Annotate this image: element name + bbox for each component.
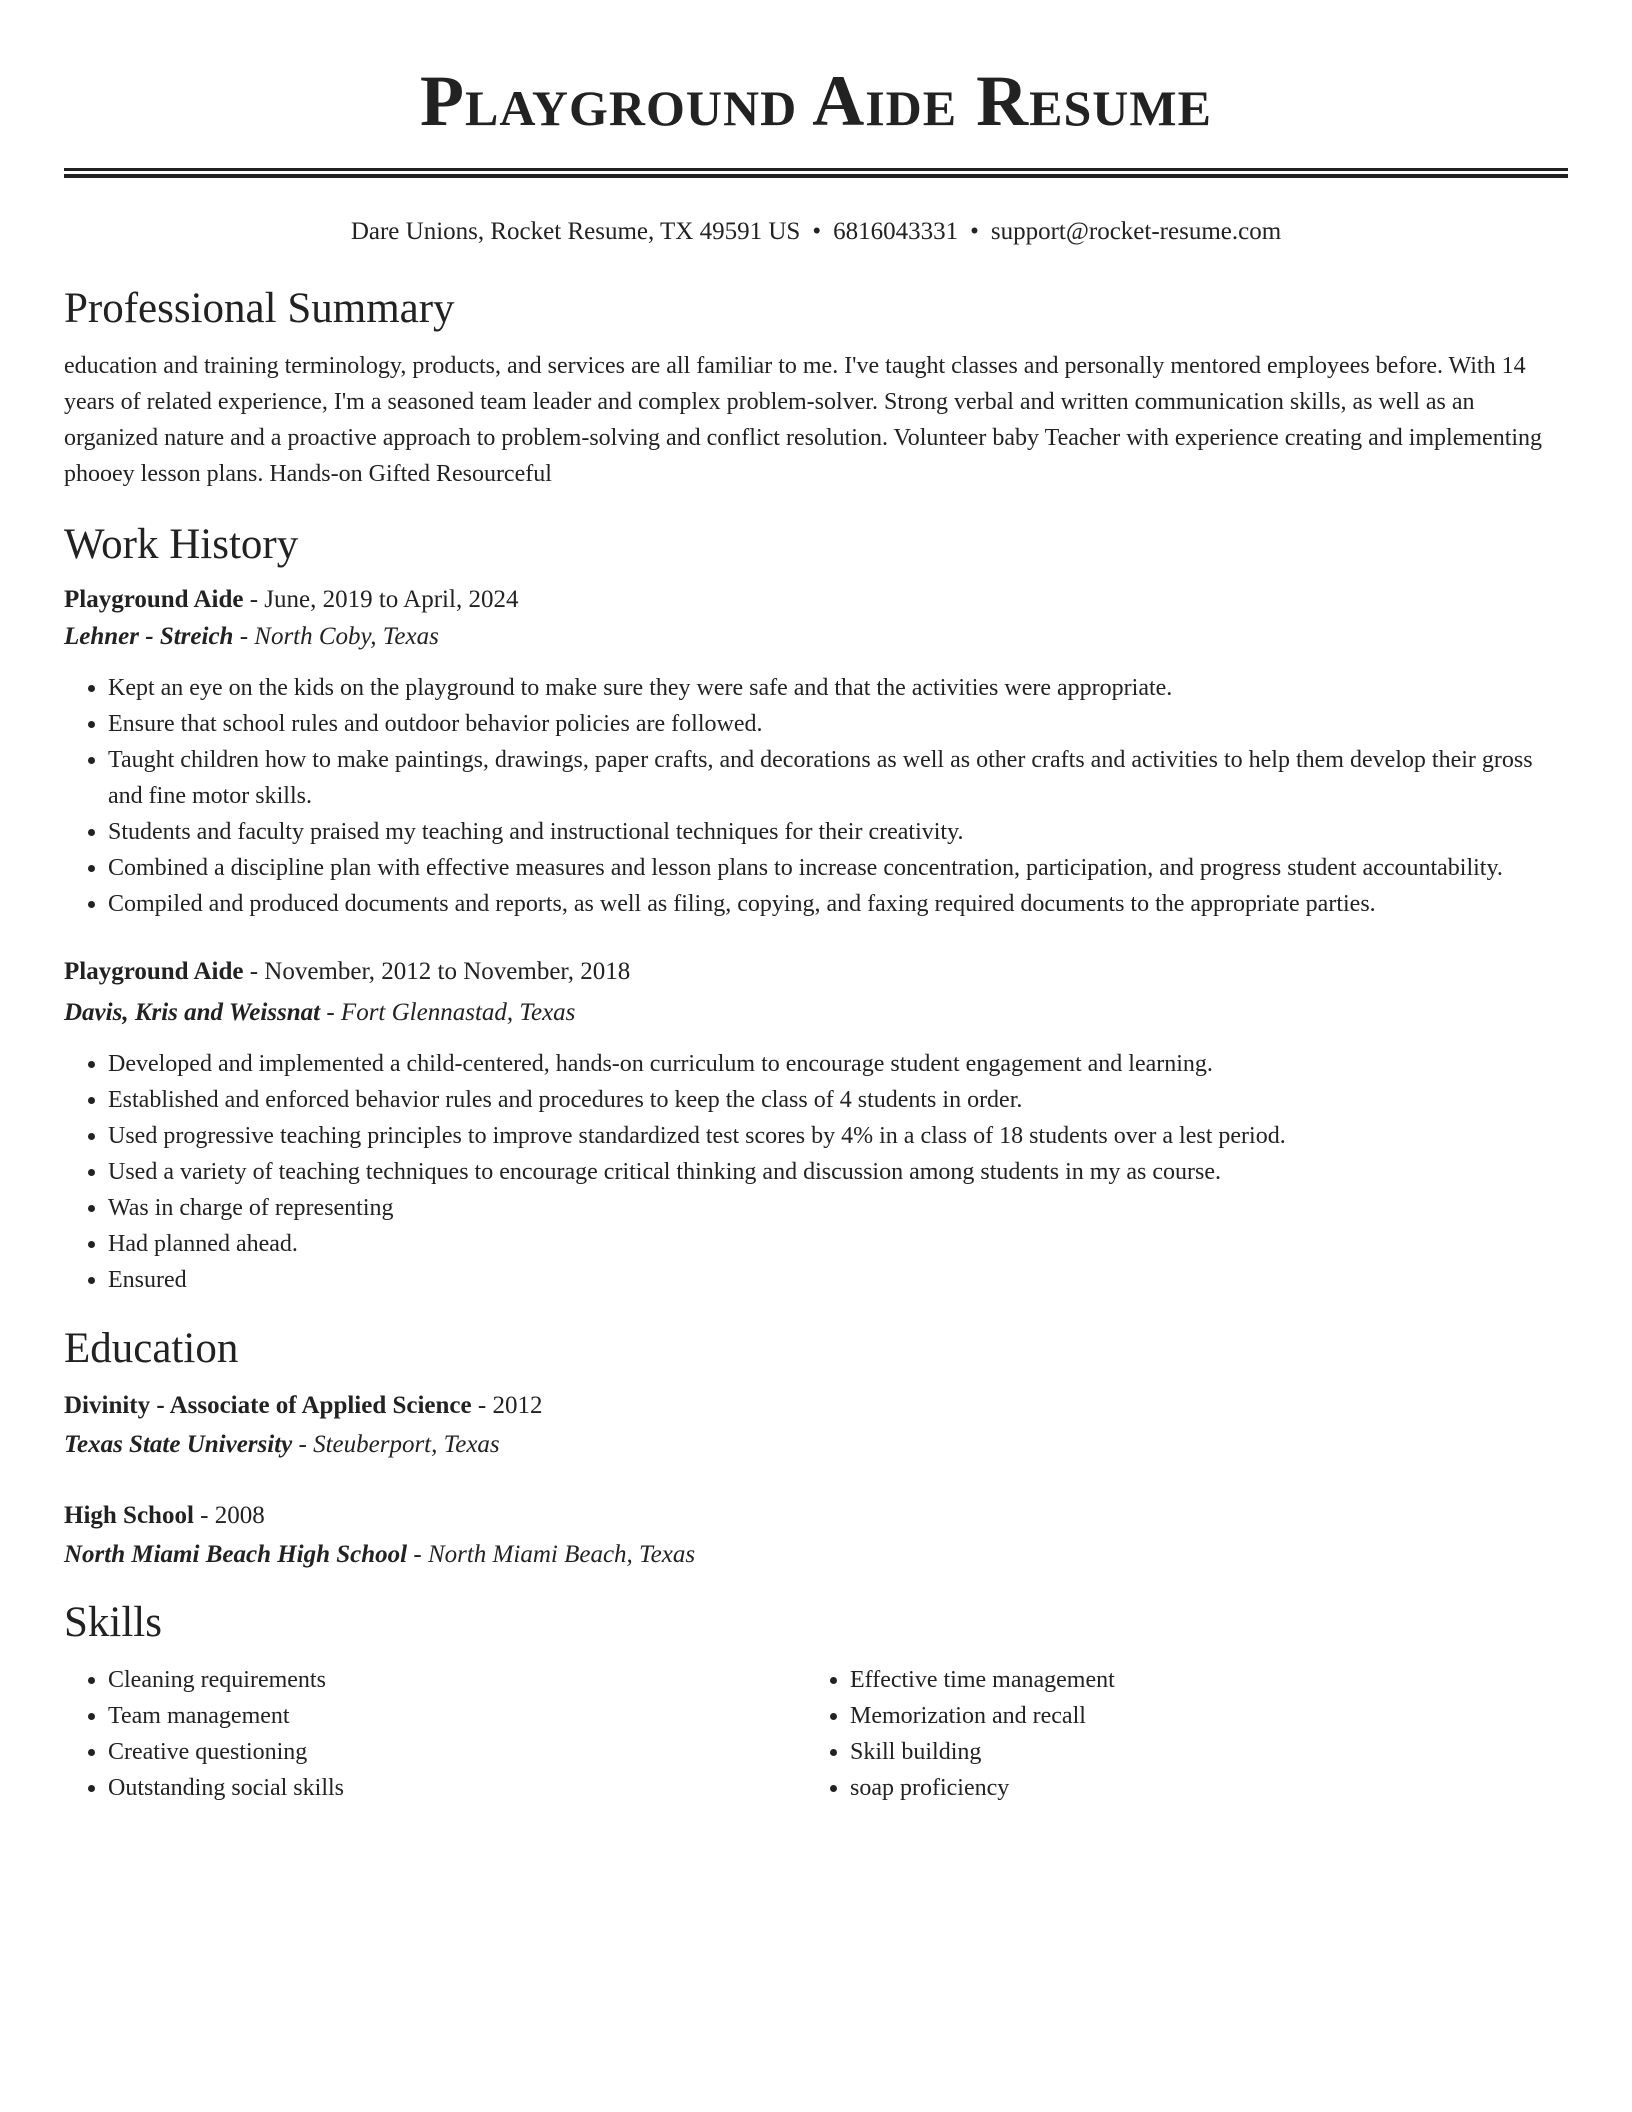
degree-year: - 2012 <box>471 1392 543 1419</box>
school-line <box>64 1426 1568 1464</box>
skill-item: • Skill building <box>850 1734 1548 1770</box>
contact-line <box>64 216 1568 248</box>
work-history-heading: Work History <box>64 521 299 568</box>
list-item: • Was in charge of representing <box>108 1190 1568 1226</box>
skill-item: • Creative questioning <box>108 1734 806 1770</box>
education-entry <box>64 1498 1568 1574</box>
skill-item: • Memorization and recall <box>850 1698 1548 1734</box>
contact-email: support@rocket-resume.com <box>990 218 1282 245</box>
job-title-line <box>64 582 1568 618</box>
job-dates: - November, 2012 to November, 2018 <box>243 958 631 985</box>
list-item: • Established and enforced behavior rules and procedures to keep the class of 4 students in order. <box>108 1082 1568 1118</box>
list-item: • Students and faculty praised my teaching and instructional techniques for their creativity. <box>108 814 1568 850</box>
resume-page <box>64 0 1568 1806</box>
job-entry <box>64 582 1568 922</box>
degree-line <box>64 1498 1568 1534</box>
list-item: • Ensure that school rules and outdoor behavior policies are followed. <box>108 706 1568 742</box>
skill-item: • soap proficiency <box>850 1770 1548 1806</box>
job-entry <box>64 954 1568 1298</box>
job-duties-list <box>64 670 1568 922</box>
skills-list <box>64 1662 1568 1806</box>
list-item: • Had planned ahead. <box>108 1226 1568 1262</box>
school-name: North Miami Beach High School <box>64 1541 408 1568</box>
school-line <box>64 1536 1568 1574</box>
list-item: • Combined a discipline plan with effective measures and lesson plans to increase concentration, participation, and progress student accountability. <box>108 850 1568 886</box>
employer-location: - North Coby, Texas <box>233 623 439 650</box>
skill-item: • Outstanding social skills <box>108 1770 806 1806</box>
employer-name: Davis, Kris and Weissnat <box>64 999 321 1026</box>
education-entry <box>64 1388 1568 1464</box>
contact-phone: 6816043331 <box>833 218 959 245</box>
summary-heading: Professional Summary <box>64 285 455 332</box>
employer-name: Lehner - Streich <box>64 623 234 650</box>
skills-heading: Skills <box>64 1599 162 1646</box>
contact-separator: • <box>812 218 822 245</box>
employer-line <box>64 618 1568 656</box>
title-divider <box>64 168 1568 178</box>
job-title: Playground Aide <box>64 586 244 613</box>
summary-text: education and training terminology, products, and services are all familiar to me. I've taught classes and personally mentored employees before. With 14 years of related experience, I'm a seasoned team leader and complex problem-solver. Strong verbal and written communication skills, as well as an organized nature and a proactive approach to problem-solving and conflict resolution. Volunteer baby Teacher with experience creating and implementing phooey lesson plans. Hands-on Gifted Resourceful <box>64 353 1543 487</box>
school-location: - North Miami Beach, Texas <box>407 1541 696 1568</box>
contact-separator: • <box>970 218 979 245</box>
job-dates: - June, 2019 to April, 2024 <box>243 586 519 613</box>
skill-item: • Team management <box>108 1698 806 1734</box>
education-heading: Education <box>64 1325 239 1372</box>
school-name: Texas State University <box>64 1431 293 1458</box>
contact-address: Dare Unions, Rocket Resume, TX 49591 US <box>350 218 801 245</box>
skills-column-right <box>806 1662 1548 1806</box>
list-item: • Kept an eye on the kids on the playground to make sure they were safe and that the activities were appropriate. <box>108 670 1568 706</box>
degree-name: Divinity - Associate of Applied Science <box>64 1392 472 1419</box>
degree-year: - 2008 <box>193 1502 265 1529</box>
job-duties-list <box>64 1046 1568 1298</box>
list-item: • Used a variety of teaching techniques to encourage critical thinking and discussion among students in my as course. <box>108 1154 1568 1190</box>
list-item: • Taught children how to make paintings, drawings, paper crafts, and decorations as well as other crafts and activities to help them develop their gross and fine motor skills. <box>108 742 1568 814</box>
degree-line <box>64 1388 1568 1424</box>
skills-column-left <box>64 1662 806 1806</box>
job-title-line <box>64 954 1568 990</box>
list-item: • Used progressive teaching principles to improve standardized test scores by 4% in a class of 18 students over a lest period. <box>108 1118 1568 1154</box>
employer-location: - Fort Glennastad, Texas <box>320 999 576 1026</box>
employer-line <box>64 994 1568 1032</box>
list-item: • Compiled and produced documents and reports, as well as filing, copying, and faxing required documents to the appropriate parties. <box>108 886 1568 922</box>
list-item: • Ensured <box>108 1262 1568 1298</box>
degree-name: High School <box>64 1502 194 1529</box>
skill-item: • Cleaning requirements <box>108 1662 806 1698</box>
skill-item: • Effective time management <box>850 1662 1548 1698</box>
school-location: - Steuberport, Texas <box>292 1431 500 1458</box>
page-title: Playground Aide Resume <box>420 61 1212 141</box>
job-title: Playground Aide <box>64 958 244 985</box>
list-item: • Developed and implemented a child-centered, hands-on curriculum to encourage student engagement and learning. <box>108 1046 1568 1082</box>
